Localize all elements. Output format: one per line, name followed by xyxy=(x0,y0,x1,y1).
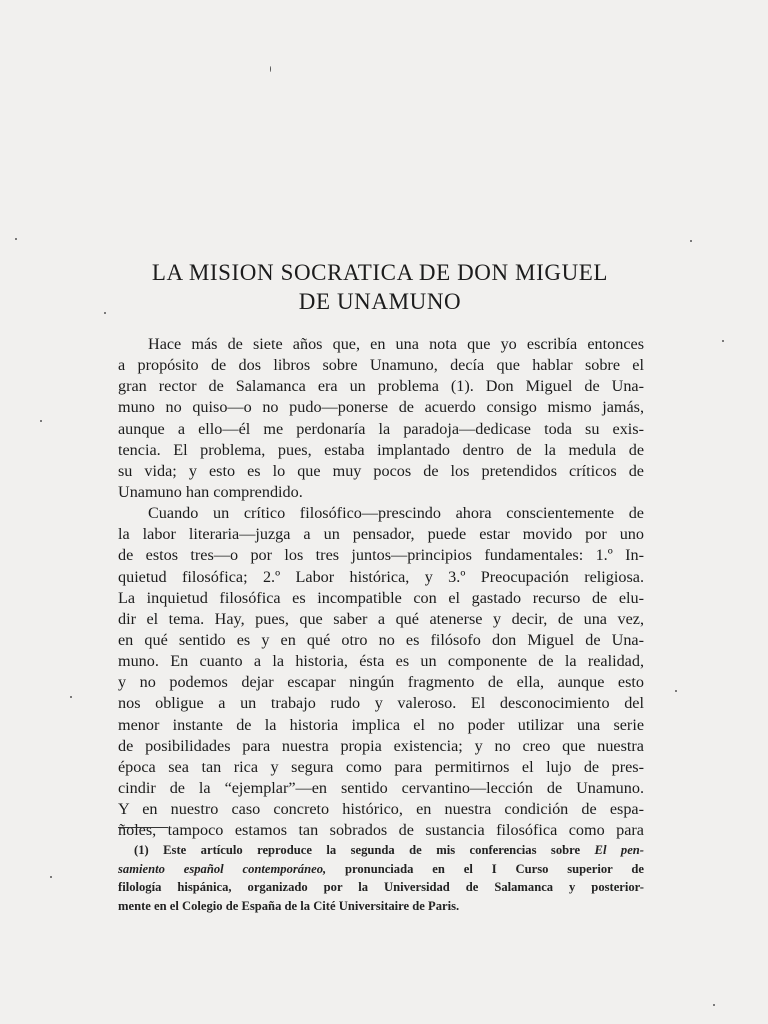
footnote-text: (1) Este artículo reproduce la segunda de mis conferencias sobre xyxy=(134,843,595,857)
footnote-text: pronunciada en el I Curso superior de xyxy=(326,861,644,876)
body-line: gran rector de Salamanca era un problema (1). Don Miguel de Una- xyxy=(118,377,644,396)
article-body xyxy=(118,334,644,841)
scan-speck xyxy=(675,690,677,692)
body-line: nos obligue a un trabajo rudo y valeroso. El desconocimiento del xyxy=(118,694,644,713)
scan-speck xyxy=(15,238,17,240)
body-line: de posibilidades para nuestra propia existencia; y no creo que nuestra xyxy=(118,736,644,755)
scan-speck xyxy=(104,312,106,314)
footnote-line xyxy=(118,860,644,879)
footnote-line: mente en el Colegio de España de la Cité Universitaire de Paris. xyxy=(118,898,460,913)
footnote-line: filología hispánica, organizado por la Universidad de Salamanca y posterior- xyxy=(118,880,644,894)
body-line: la labor literaria—juzga a un pensador, puede estar movido por uno xyxy=(118,525,644,544)
body-line: menor instante de la historia implica el no poder utilizar una serie xyxy=(118,715,644,734)
article-title-line-2: DE UNAMUNO xyxy=(298,289,462,314)
body-line: cindir de la “ejemplar”—en sentido cervantino—lección de Unamuno. xyxy=(118,778,644,797)
body-line: Y en nuestro caso concreto histórico, en nuestra condición de espa- xyxy=(118,800,644,819)
body-line: quietud filosófica; 2.º Labor histórica, y 3.º Preocupación religiosa. xyxy=(118,567,644,586)
body-line: y no podemos dejar escapar ningún fragmento de ella, aunque esto xyxy=(118,673,644,692)
body-line: muno. En cuanto a la historia, ésta es un componente de la realidad, xyxy=(118,652,644,671)
body-line: Cuando un crítico filosófico—prescindo ahora conscientemente de xyxy=(148,504,644,523)
body-line: en qué sentido es y en qué otro no es filósofo don Miguel de Una- xyxy=(118,630,644,649)
body-line: a propósito de dos libros sobre Unamuno, decía que hablar sobre el xyxy=(118,356,644,375)
scan-speck xyxy=(40,420,42,422)
scan-speck xyxy=(50,876,52,878)
article-title-line-1: LA MISION SOCRATICA DE DON MIGUEL xyxy=(151,260,609,285)
body-line: aunque a ello—él me perdonaría la paradoja—dedicase toda su exis- xyxy=(118,419,644,438)
body-line: tencia. El problema, pues, estaba implantado dentro de la medula de xyxy=(118,440,644,459)
scan-speck xyxy=(722,340,724,342)
body-line: Hace más de siete años que, en una nota que yo escribía entonces xyxy=(148,335,644,353)
body-line: época sea tan rica y segura como para permitirnos el lujo de pres- xyxy=(118,757,644,776)
footnote-italic-text: samiento español contemporáneo, xyxy=(118,861,327,876)
footnote-italic-text: El pen- xyxy=(594,843,644,857)
body-line: ñoles, tampoco estamos tan sobrados de sustancia filosófica como para xyxy=(118,821,644,840)
body-line: su vida; y esto es lo que muy pocos de los pretendidos críticos de xyxy=(118,461,644,480)
scan-speck xyxy=(70,696,72,698)
footnote-line xyxy=(118,841,644,860)
body-line: dir el tema. Hay, pues, que saber a qué atenerse y decir, de una vez, xyxy=(118,609,644,628)
body-line: Unamuno han comprendido. xyxy=(118,482,303,501)
scan-speck xyxy=(690,240,692,242)
body-line: muno no quiso—o no pudo—ponerse de acuerdo consigo mismo jamás, xyxy=(118,398,644,417)
body-line: de estos tres—o por los tres juntos—principios fundamentales: 1.º In- xyxy=(118,546,644,565)
scan-speck xyxy=(713,1004,715,1006)
body-line: La inquietud filosófica es incompatible con el gastado recurso de elu- xyxy=(118,588,644,607)
footnote xyxy=(118,841,644,915)
scan-speck xyxy=(270,66,271,72)
footnote-separator xyxy=(118,827,168,828)
